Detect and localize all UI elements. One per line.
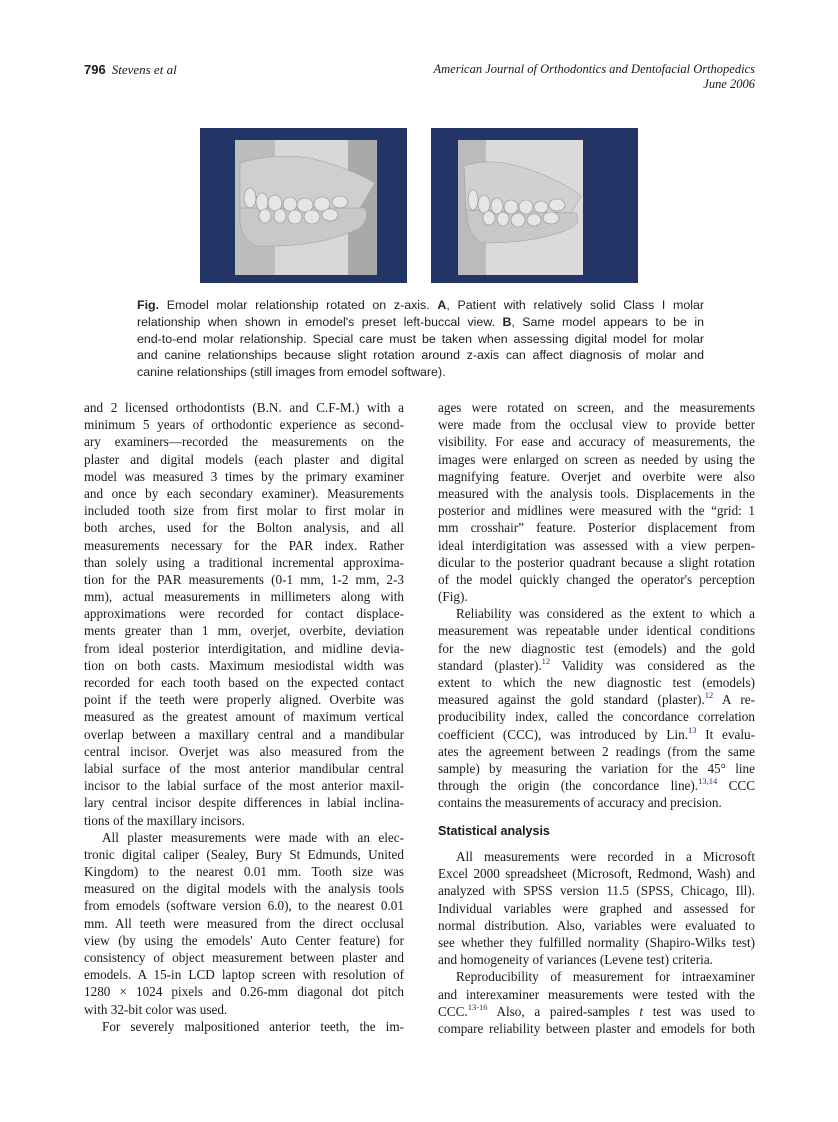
text-line: Individual variables were graphed and assessed for [438,900,755,916]
text-line: Reproducibility of measurement for intraexaminer [456,969,755,985]
right-column-top [438,399,755,812]
text-line: contains the measurements of accuracy and precision. [438,795,722,811]
text-line: tion for the PAR measurements (0-1 mm, 1-2 mm, 2-3 [84,571,404,587]
text-line: magnifying feature. Overjet and overbite were also [438,468,755,484]
journal-title: American Journal of Orthodontics and Dentofacial Orthopedics [433,62,755,76]
citation-superscript[interactable]: 13 [688,724,697,735]
text-line: and 2 licensed orthodontists (B.N. and C.F-M.) with a [84,400,404,415]
text-line: mm. All teeth were measured from the direct occlusal [84,915,404,931]
text-line: producibility index, called the concordance correlation [438,709,755,725]
text-line: extent to which the new diagnostic test (emodels) [438,675,755,690]
text-line: minimum 5 years of orthodontic experience as second- [84,417,404,433]
text-line: approximations were recorded for contact displace- [84,606,404,622]
text-line: normal distribution. Also, variables were evaluated to [438,917,755,933]
paragraph [84,1018,404,1035]
text-line: visibility. For ease and accuracy of measurements, the [438,434,755,450]
authors: Stevens et al [111,62,177,77]
text-line: point if the teeth were properly aligned. Overbite was [84,692,404,708]
text-line: incisor to the labial surface of the most anterior maxil- [84,778,404,794]
section-heading: Statistical analysis [438,824,550,838]
bold-label: Fig. [137,298,160,312]
caption-line: Fig. Emodel molar relationship rotated on z-axis. A, Patient with relatively solid Class I molar [137,298,705,312]
text-line: All measurements were recorded in a Microsoft [456,849,755,864]
text-line: Reliability was considered as the extent to which a [456,606,755,622]
text-line: lary central incisor despite differences in labial inclina- [84,795,404,811]
caption-line: end-to-end molar relationship. Special care must be taken when assessing digital model for molar [137,331,704,346]
text-line: ary examiners—recorded the measurements on the [84,434,404,450]
text-line: included tooth size from first molar to first molar in [84,503,404,519]
text-line: were made from the occlusal view to provide better [438,417,755,433]
text-line: 1280 × 1024 pixels and 0.26-mm diagonal dot pitch [84,984,404,1000]
text-line: than solely using a traditional incremental approxima- [84,554,404,570]
panel-label: A [203,140,204,141]
text-line: compare reliability between plaster and emodels for both [438,1020,755,1036]
paragraph [84,829,404,1018]
issue-date: June 2006 [703,77,755,91]
left-column [84,399,404,1035]
text-line: Excel 2000 spreadsheet (Microsoft, Redmond, Wash) and [438,866,755,882]
text-line: ates the agreement between 2 readings (from the same [438,743,755,759]
text-line: measured with the analysis tools. Displacements in the [438,485,755,501]
text-line: ideal interdigitation was assessed with a view perpen- [438,537,755,553]
text-line: analyzed with SPSS version 11.5 (SPSS, Chicago, Ill). [438,883,755,899]
paragraph [438,968,755,1037]
text-line: with 32-bit color was used. [84,1001,228,1017]
text-line: model was measured 3 times by the primary examiner [84,468,404,484]
caption-line: and canine relationships because slight rotation around z-axis can affect diagnosis of molar and [137,348,704,363]
text-line: consistency of object measurement between plaster and [84,950,404,965]
citation-superscript[interactable]: 12 [704,690,714,701]
text-line: overlap between a maxillary central and a mandibular [84,726,404,742]
citation-superscript[interactable]: 13-16 [467,1001,488,1012]
right-column-bottom [438,848,755,1037]
bold-label: B [502,314,512,329]
text-line: from ideal posterior interdigitation, and midline devia- [84,640,404,656]
text-line: mm), actual measurements in millimeters along with [84,589,404,605]
figure-caption [137,297,704,381]
panel-label: B [434,140,435,141]
text-line: tion on both casts. Maximum mesiodistal width was [84,657,404,673]
bold-label: A [437,298,447,312]
text-line: central incisor. Overjet was also measured from the [84,743,404,759]
text-line: measured against the gold standard (plaster).$^{12}$ A re- [438,690,755,708]
text-line: for the new diagnostic test (emodels) and the gold [438,640,755,656]
text-line: see whether they fulfilled normality (Shapiro-Wilks test) [438,934,755,950]
paragraph [84,399,404,829]
text-line: tronic digital caliper (Sealey, Bury St Edmunds, United [84,846,404,862]
text-line: CCC.$^{13-16}$ Also, a paired-samples t test was used to [438,1001,755,1019]
paragraph [438,605,755,811]
text-line: view (by using the emodels' Auto Center feature) for [84,932,404,948]
italic-term: t [639,1003,644,1019]
running-header-right [434,62,756,92]
text-line: ages were rotated on screen, and the measurements [438,400,755,415]
text-line: Kingdom) to the nearest 0.01 mm. Tooth size was [84,864,404,880]
citation-superscript[interactable]: 12 [541,655,551,666]
caption-line: relationship when shown in emodel's preset left-buccal view. B, Same model appears to be in [137,314,705,329]
running-header-left [84,62,177,78]
text-line: measured as the greatest amount of maximum vertical [84,709,404,725]
paragraph [438,848,755,968]
citation-superscript[interactable]: 13,14 [698,776,718,787]
caption-line: canine relationships (still images from emodel software). [137,365,446,380]
text-line: measurement was repeatable under identical conditions [438,623,755,639]
text-line: measured on the digital models with the analysis tools [84,881,404,897]
text-line: dicular to the posterior quadrant because a slight rotation [438,554,755,570]
text-line: mm crosshair” feature. Posterior displacement from [438,520,755,536]
paragraph [438,399,755,605]
text-line: through the origin (the concordance line).$^{13,14}$ CCC [438,776,755,794]
figure-panel-a [200,128,407,283]
text-line: images were enlarged on screen as needed by using the [438,451,755,467]
text-line: and interexaminer measurements were tested with the [438,986,755,1002]
text-line: and homogeneity of variances (Levene test) criteria. [438,952,713,968]
text-line: (Fig). [438,589,468,605]
page-number: 796 [84,62,106,77]
text-line: coefficient (CCC), was introduced by Lin.$^{13}$ It evalu- [438,724,755,742]
figure-panel-b [431,128,638,283]
text-line: sample) by measuring the variation for the 45° line [438,760,755,776]
text-line: All plaster measurements were made with an elec- [102,829,404,845]
text-line: ments greater than 1 mm, overjet, overbite, deviation [84,623,404,639]
text-line: from emodels (software version 6.0), to the nearest 0.01 [84,898,404,914]
text-line: tions of the maxillary incisors. [84,812,245,828]
text-line: recorded for each tooth based on the expected contact [84,675,404,690]
text-line: and once by each secondary examiner). Measurements [84,485,404,501]
text-line: standard (plaster).$^{12}$ Validity was considered as the [438,655,755,673]
text-line: of the model quickly changed the operator's perception [438,571,755,587]
text-line: posterior and midlines were measured with the “grid: 1 [438,503,755,519]
text-line: measurements necessary for the PAR index. Rather [84,537,404,553]
text-line: emodels. A 15-in LCD laptop screen with resolution of [84,967,404,983]
text-line: plaster and digital models (each plaster and digital [84,451,404,467]
text-line: both arches, used for the Bolton analysis, and all [84,520,404,536]
text-line: For severely malpositioned anterior teeth, the im- [102,1018,404,1034]
text-line: labial surface of the most anterior mandibular central [84,760,404,776]
